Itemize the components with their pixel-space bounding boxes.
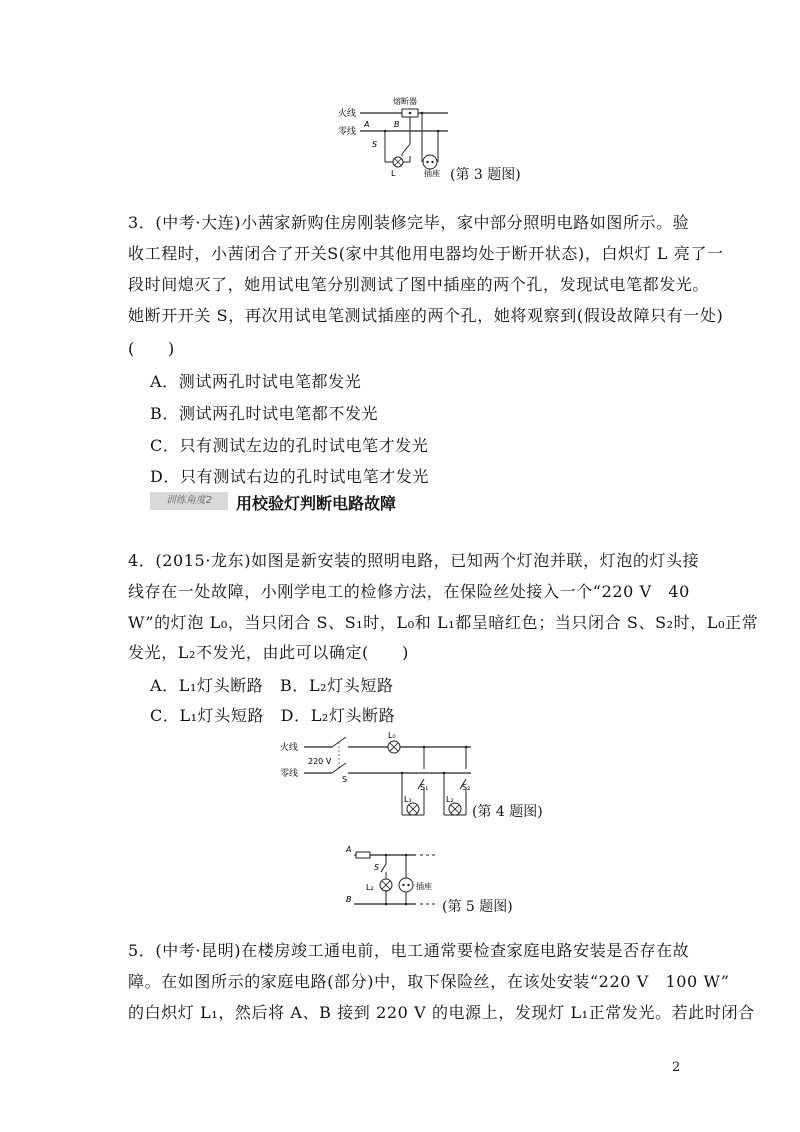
fig4-s2-label: S₂ <box>462 783 471 792</box>
fig3-switch-label: S <box>372 140 378 149</box>
fig5-switch-label: S <box>374 863 380 872</box>
q5-line-1: 5．(中考·昆明)在楼房竣工通电前，电工通常要检查家庭电路安装是否存在故 <box>128 941 690 960</box>
section-title: 用校验灯判断电路故障 <box>236 494 397 513</box>
fig5-point-b: B <box>346 895 352 904</box>
q4-line-2: 线存在一处故障，小刚学电工的检修方法，在保险丝处接入一个“220 V 40 <box>128 582 690 601</box>
q4-options-cd: C．L₁灯头短路 D．L₂灯头断路 <box>150 706 396 725</box>
fig4-caption: (第 4 题图) <box>472 804 543 820</box>
fig3-point-b: B <box>394 120 400 129</box>
fig5-point-a: A <box>346 845 352 854</box>
fig3-socket-label: 插座 <box>424 169 440 178</box>
fig5-fuse-icon <box>356 852 370 858</box>
q3-option-d: D．只有测试右边的孔时试电笔才发光 <box>150 467 430 486</box>
fig5-switch-icon <box>381 864 386 872</box>
fig5-socket-label: 插座 <box>416 882 432 891</box>
fig3-point-a: A <box>364 120 370 129</box>
section-badge: 训练角度2 <box>150 492 228 510</box>
figure-5 <box>340 838 570 918</box>
fig5-caption: (第 5 题图) <box>442 899 513 915</box>
fig3-neutral-label: 零线 <box>338 127 357 137</box>
fig4-neutral-label: 零线 <box>280 769 299 779</box>
q3-option-c: C．只有测试左边的孔时试电笔才发光 <box>150 436 429 455</box>
fig4-lamp2-label: L₂ <box>446 795 454 804</box>
fig4-voltage-label: 220 V <box>308 757 332 766</box>
fig4-lamp0-label: L₀ <box>388 731 396 740</box>
q4-line-4: 发光，L₂不发光，由此可以确定( ) <box>128 643 409 662</box>
fig4-switch-label: S <box>342 775 348 784</box>
q3-line-3: 段时间熄灭了，她用试电笔分别测试了图中插座的两个孔，发现试电笔都发光。 <box>128 275 710 294</box>
figure-3-circuit <box>330 92 560 192</box>
fig3-live-label: 火线 <box>338 109 357 119</box>
q4-line-3: W”的灯泡 L₀，当只闭合 S、S₁时，L₀和 L₁都呈暗红色；当只闭合 S、S₂时，L₀正常 <box>128 613 759 632</box>
q4-line-1: 4．(2015·龙东)如图是新安装的照明电路，已知两个灯泡并联，灯泡的灯头接 <box>128 551 700 570</box>
figure-4 <box>276 727 576 827</box>
q3-line-1: 3．(中考·大连)小茜家新购住房刚装修完毕，家中部分照明电路如图所示。验 <box>128 213 690 232</box>
q5-line-3: 的白炽灯 L₁，然后将 A、B 接到 220 V 的电源上，发现灯 L₁正常发光。若此时闭合 <box>128 1003 755 1022</box>
q3-line-2: 收工程时，小茜闭合了开关S(家中其他用电器均处于断开状态)，白炽灯 L 亮了一 <box>128 244 724 263</box>
q3-line-4: 她断开开关 S，再次用试电笔测试插座的两个孔，她将观察到(假设故障只有一处) <box>128 306 724 325</box>
q3-answer-blank: ( ) <box>128 339 175 358</box>
fig5-socket-icon <box>399 878 413 892</box>
q4-options-ab: A．L₁灯头断路 B．L₂灯头短路 <box>150 676 394 695</box>
fig3-fuse-label: 熔断器 <box>393 97 417 106</box>
q3-option-b: B．测试两孔时试电笔都不发光 <box>150 404 379 423</box>
fig5-lamp-label: L₂ <box>366 883 374 892</box>
fig3-switch-icon <box>402 144 410 154</box>
q3-option-a: A．测试两孔时试电笔都发光 <box>150 372 362 391</box>
fig4-lamp1-label: L₁ <box>404 795 412 804</box>
fig4-live-label: 火线 <box>280 743 299 753</box>
fig4-s1-label: S₁ <box>420 783 429 792</box>
page-number: 2 <box>672 1060 681 1075</box>
figure-3 <box>330 92 560 192</box>
fig3-caption: (第 3 题图) <box>450 167 521 183</box>
q5-line-2: 障。在如图所示的家庭电路(部分)中，取下保险丝，在该处安装“220 V 100 W” <box>128 972 730 991</box>
fig3-socket-icon <box>423 155 437 169</box>
fig3-lamp-label: L <box>391 169 396 178</box>
